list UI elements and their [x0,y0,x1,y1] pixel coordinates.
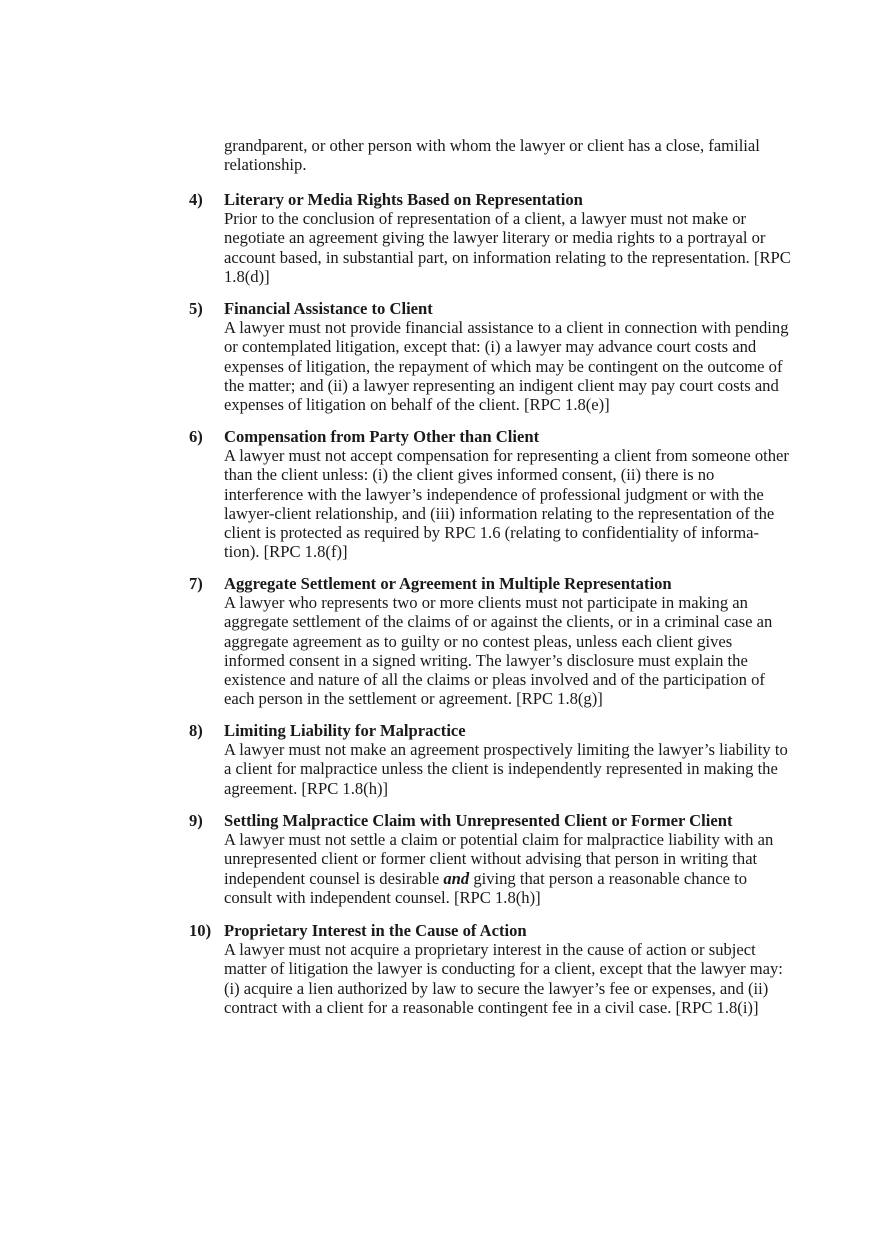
item-number: 7) [189,574,203,593]
item-content [224,921,794,1017]
item-body: A lawyer must not make an agreement prospectively limiting the lawyer’s liability to a client for malpractice unless the client is independently represented in making the agreement. [RPC 1.8(h)] [224,740,788,798]
item-body: A lawyer must not provide financial assistance to a client in connection with pending or contemplated litigation, except that: (i) a lawyer may advance court costs and expenses of litigation, the repayment of which may be contingent on the outcome of the matter; and (ii) a lawyer representing an indigent client may pay court costs and expenses of litigation on behalf of the client. [RPC 1.8(e)] [224,318,789,415]
list-item-9 [189,811,794,907]
item-content [224,190,794,286]
item-heading: Literary or Media Rights Based on Representation [224,190,583,209]
item-body: Prior to the conclusion of representation of a client, a lawyer must not make or negotiate an agreement giving the lawyer literary or media rights to a portrayal or account based, in substantial part, on information relating to the representation. [RPC 1.8(d)] [224,209,791,286]
item-heading: Settling Malpractice Claim with Unrepresented Client or Former Client [224,811,733,830]
emphasis-text: and [443,868,470,888]
item-heading: Limiting Liability for Malpractice [224,721,466,740]
item-body: A lawyer who represents two or more clients must not participate in making an aggregate settlement of the claims of or against the clients, or in a criminal case an aggregate agreement as to guilty or no contest pleas, unless each client gives informed consent in a signed writing. The lawyer’s disclosure must explain the existence and nature of all the claims or pleas involved and of the participation of each person in the settlement or agreement. [RPC 1.8(g)] [224,593,773,709]
list-item-7 [189,574,794,708]
item-heading: Proprietary Interest in the Cause of Action [224,921,527,940]
item-heading: Aggregate Settlement or Agreement in Multiple Representation [224,574,672,593]
list-item-10 [189,921,794,1017]
item-content [224,299,794,414]
list-item-5 [189,299,794,414]
continuation-paragraph: grandparent, or other person with whom the lawyer or client has a close, familial relationship. [224,136,760,175]
item-content [224,574,794,708]
item-number: 9) [189,811,203,830]
item-number: 5) [189,299,203,318]
item-number: 6) [189,427,203,446]
item-content [224,721,794,798]
item-body [224,830,794,907]
item-body: A lawyer must not accept compensation for representing a client from someone other than the client unless: (i) the client gives informed consent, (ii) there is no interference with the lawyer’s independence of professional judgment or with the lawyer-client relationship, and (iii) information relating to the representation of the client is protected as required by RPC 1.6 (relating to confidentiality of informa-tion). [RPC 1.8(f)] [224,446,789,562]
item-content [224,811,794,907]
item-number: 10) [189,921,212,940]
item-number: 8) [189,721,203,740]
item-heading: Financial Assistance to Client [224,299,433,318]
item-body: A lawyer must not acquire a proprietary interest in the cause of action or subject matter of litigation the lawyer is conducting for a client, except that the lawyer may: (i) acquire a lien authorized by law to secure the lawyer’s fee or expenses, and (ii) contract with a client for a reasonable contingent fee in a civil case. [RPC 1.8(i)] [224,940,783,1017]
item-number: 4) [189,190,203,209]
item-content [224,427,794,561]
list-item-8 [189,721,794,798]
item-heading: Compensation from Party Other than Client [224,427,540,446]
item-body-text: A lawyer must not settle a claim or potential claim for malpractice liability with an unrepresented client or former client without advising that person in writing that independent counsel is desirable [224,830,774,888]
item-body-text: giving that person a reasonable chance to consult with independent counsel. [RPC 1.8(h)] [224,868,748,907]
list-item-4 [189,190,794,286]
list-item-6 [189,427,794,561]
